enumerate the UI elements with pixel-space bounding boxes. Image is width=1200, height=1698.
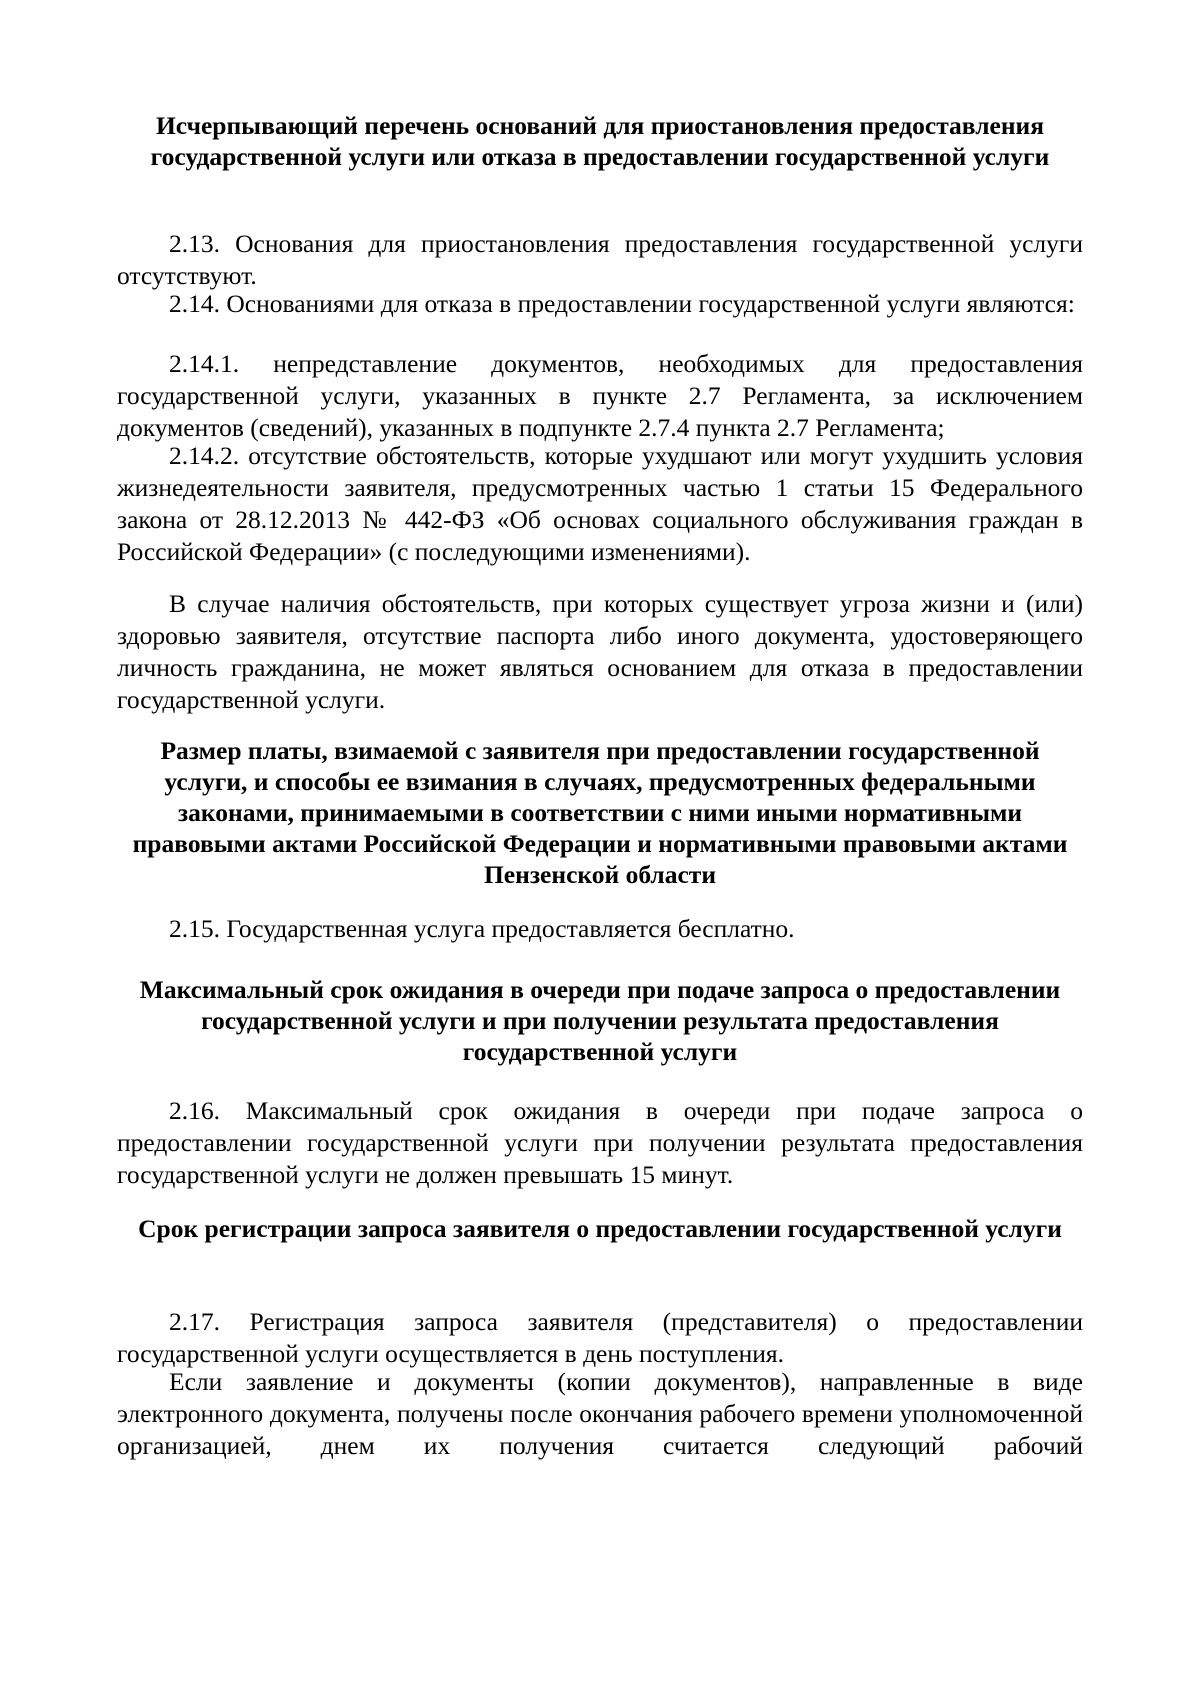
paragraph-2-13: 2.13. Основания для приостановления предоставления государственной услуги отсутствуют. bbox=[117, 229, 1083, 290]
paragraph-2-14-1: 2.14.1. непредставление документов, необходимых для предоставления государственной услуги, указанных в пункте 2.7 Регламента, за исключением документов (сведений), указанных в подпункте 2.7.4 пункта 2.7 Регламента; bbox=[117, 349, 1083, 442]
section-heading-waiting-time: Максимальный срок ожидания в очереди при подаче запроса о предоставлении государственной услуги и при получении результата предоставления государственной услуги bbox=[139, 975, 1061, 1066]
paragraph-2-17: 2.17. Регистрация запроса заявителя (представителя) о предоставлении государственной услуги осуществляется в день поступления. bbox=[117, 1307, 1083, 1368]
paragraph-2-14-2: 2.14.2. отсутствие обстоятельств, которые ухудшают или могут ухудшить условия жизнедеятельности заявителя, предусмотренных частью 1 статьи 15 Федерального закона от 28.12.2013 № 442-ФЗ «Об основах социального обслуживания граждан в Российской Федерации» (с последующими изменениями). bbox=[117, 441, 1083, 566]
section-heading-fee: Размер платы, взимаемой с заявителя при предоставлении государственной услуги, и способы ее взимания в случаях, предусмотренных федеральными законами, принимаемыми в соответствии с ними иными нормативными правовыми актами Российской Федерации и нормативными правовыми актами Пензенской области bbox=[132, 736, 1068, 889]
paragraph-threat-case: В случае наличия обстоятельств, при которых существует угроза жизни и (или) здоровью заявителя, отсутствие паспорта либо иного документа, удостоверяющего личность гражданина, не может являться основанием для отказа в предоставлении государственной услуги. bbox=[117, 589, 1083, 714]
paragraph-2-14: 2.14. Основаниями для отказа в предоставлении государственной услуги являются: bbox=[169, 289, 1075, 318]
paragraph-electronic-docs: Если заявление и документы (копии документов), направленные в виде электронного документа, получены после окончания рабочего времени уполномоченной организацией, днем их получения считается следующий рабочий bbox=[117, 1367, 1083, 1460]
section-heading-registration-term: Срок регистрации запроса заявителя о предоставлении государственной услуги bbox=[138, 1214, 1062, 1243]
paragraph-2-15: 2.15. Государственная услуга предоставляется бесплатно. bbox=[169, 914, 795, 943]
paragraph-2-16: 2.16. Максимальный срок ожидания в очереди при подаче запроса о предоставлении государственной услуги при получении результата предоставления государственной услуги не должен превышать 15 минут. bbox=[117, 1096, 1083, 1189]
section-heading-suspension-refusal: Исчерпывающий перечень оснований для приостановления предоставления государственной услуги или отказа в предоставлении государственной услуги bbox=[150, 111, 1050, 171]
